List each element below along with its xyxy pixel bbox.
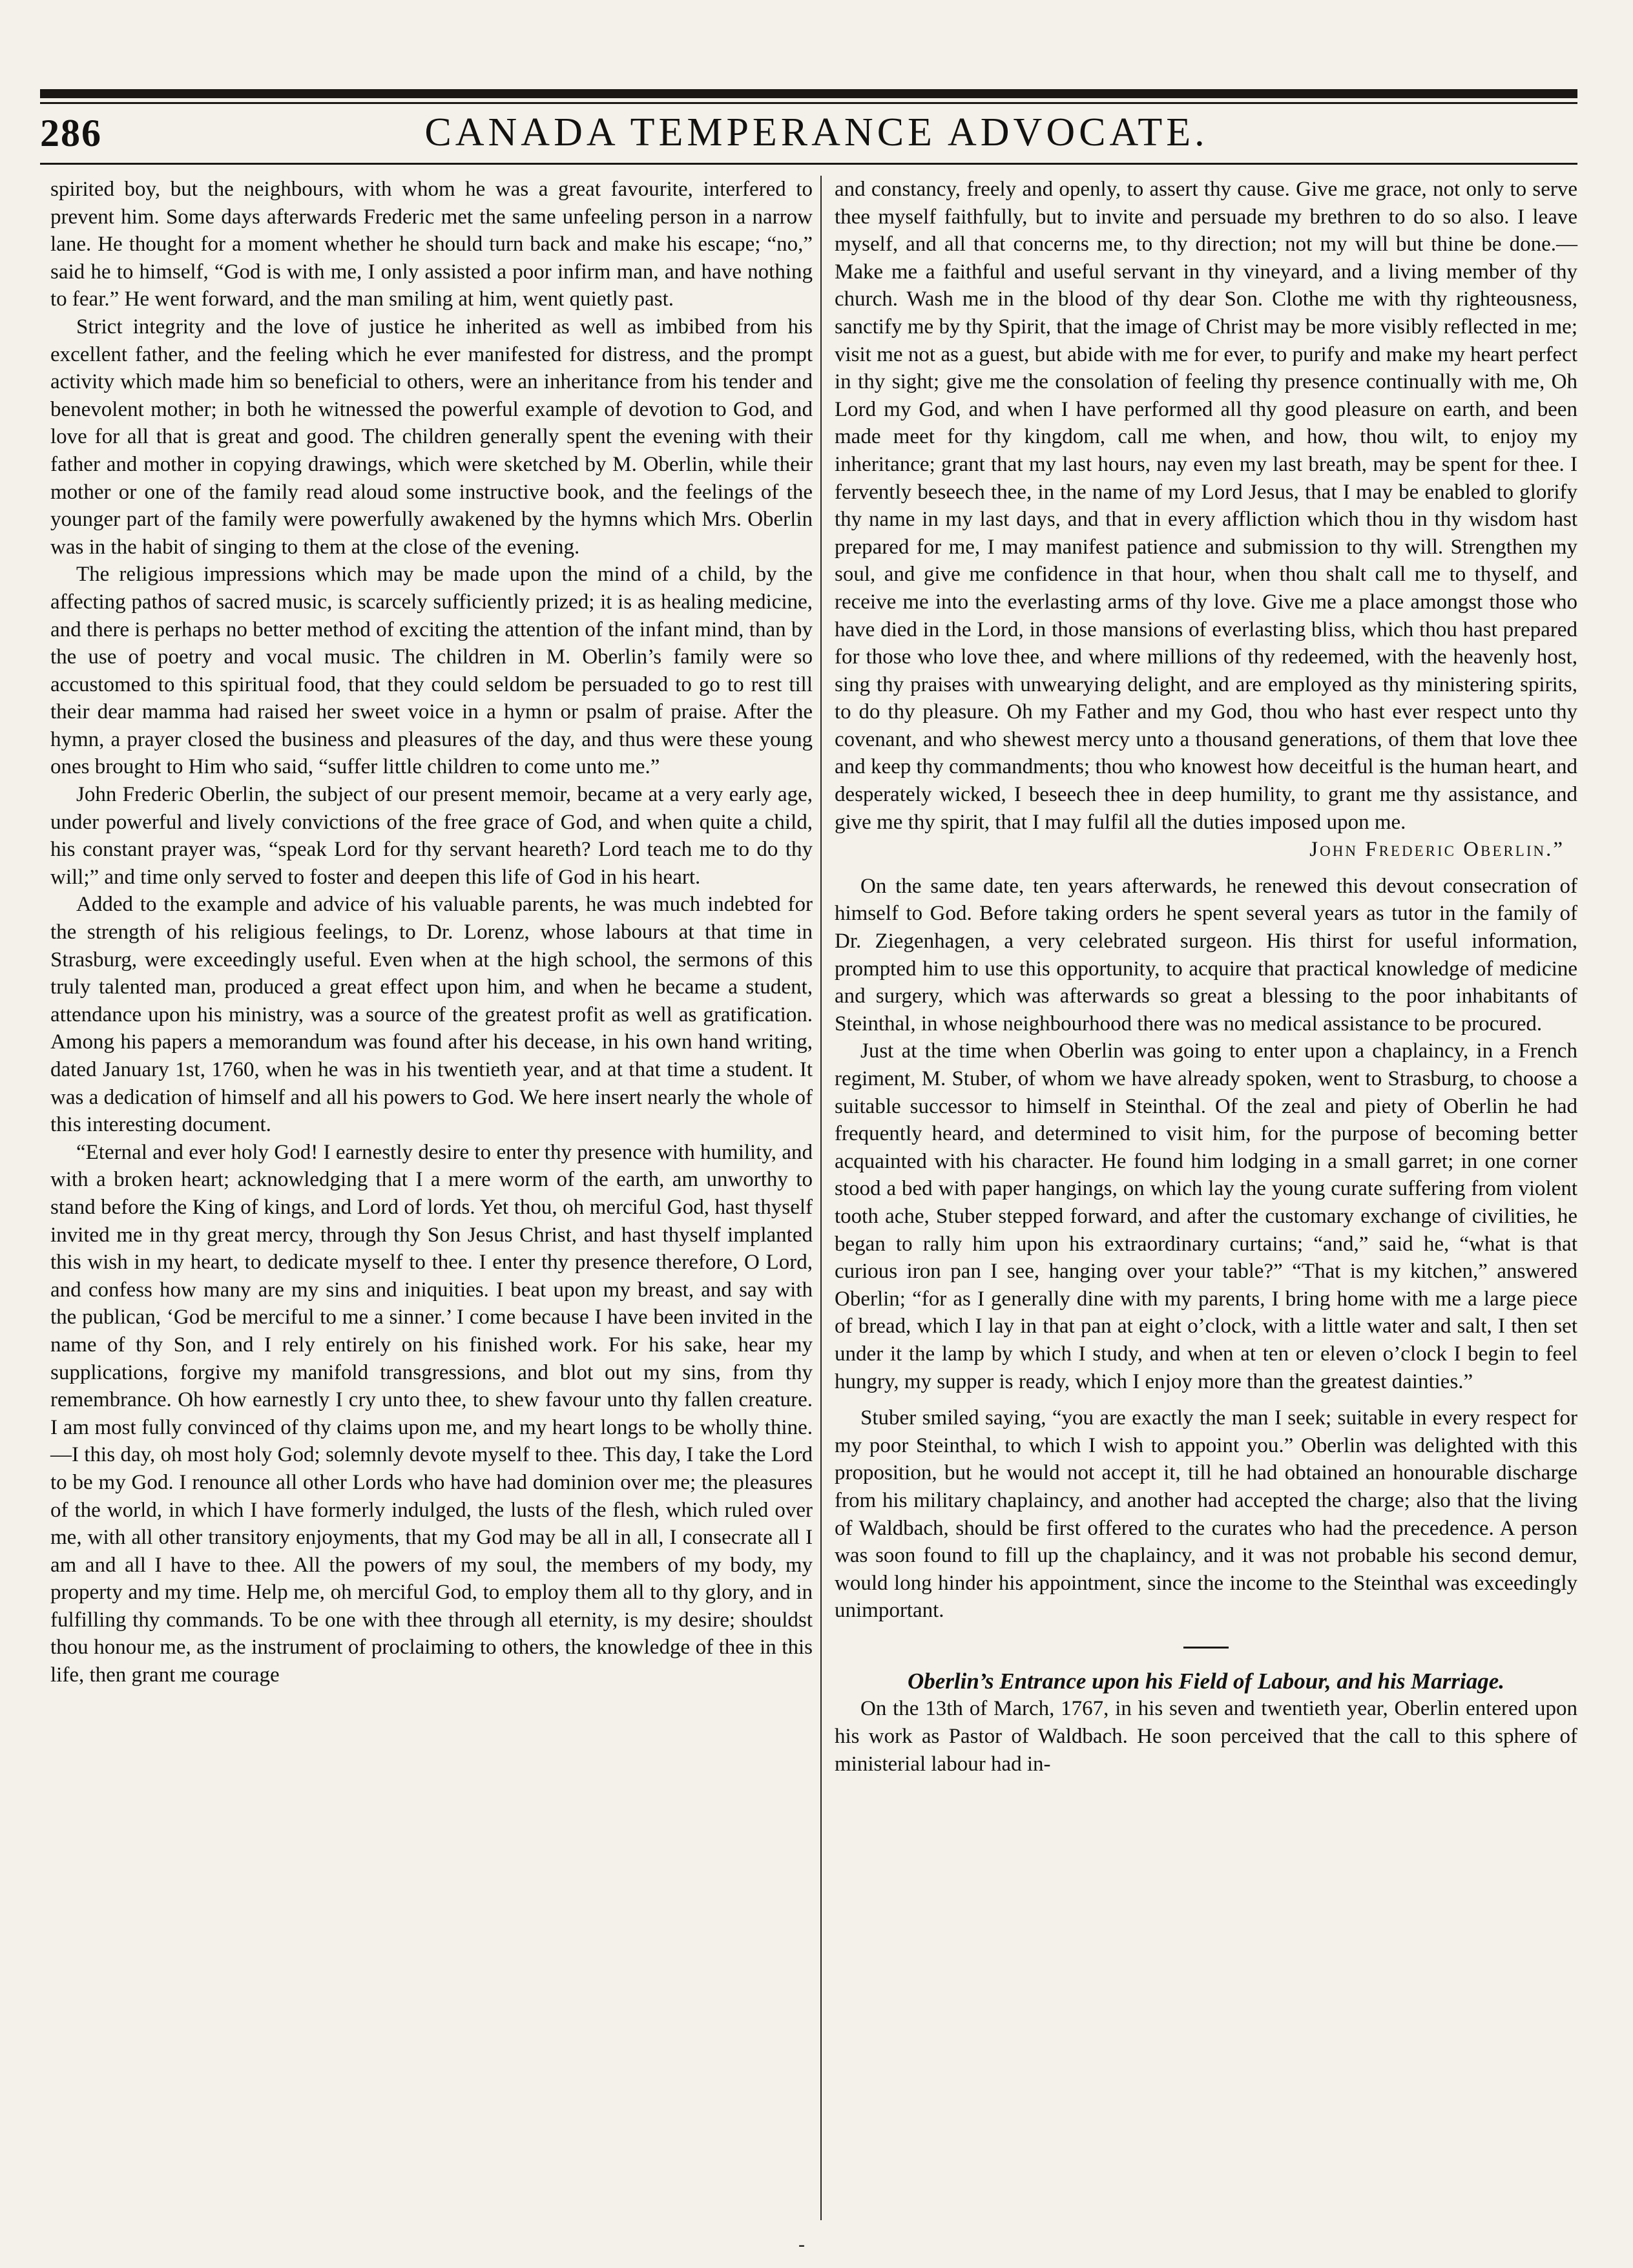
paragraph: John Frederic Oberlin, the subject of our present memoir, became at a very early age, under powerful and lively convictions of the free grace of God, and when quite a child, his constant prayer was, “speak Lord for thy servant heareth? Lord teach me to do thy will;” and time only served to foster and deepen this life of God in his heart. xyxy=(50,783,813,889)
paragraph: Strict integrity and the love of justice he inherited as well as imbibed from his excellent father, and the feeling which he ever manifested for distress, and the prompt activity which made him so beneficial to others, were an inheritance from his tender and benevolent mother; in both he witnessed the powerful example of devotion to God, and love for all that is great and good. The children generally spent the evening with their father and mother in copying drawings, which were sketched by M. Oberlin, while their mother or one of the family read aloud some instructive book, and the feelings of the younger part of the family were powerfully awakened by the hymns which Mrs. Oberlin was in the habit of singing to them at the close of the evening. xyxy=(50,315,813,559)
paragraph: Added to the example and advice of his valuable parents, he was much indebted for the strength of his religious feelings, to Dr. Lorenz, whose labours at that time in Strasburg, were exceedingly useful. Even when at the high school, the sermons of this truly talented man, produced a great effect upon him, and when he became a student, attendance upon his ministry, was a source of the greatest profit as well as gratification. Among his papers a memorandum was found after his decease, in his own hand writing, dated January 1st, 1760, when he was in his twentieth year, and at that time a student. It was a dedication of himself and all his powers to God. We here insert nearly the whole of this interesting document. xyxy=(50,893,813,1137)
paragraph: On the 13th of March, 1767, in his seven and twentieth year, Oberlin entered upon his work as Pastor of Waldbach. He soon perceived that the call to this sphere of ministerial labour had in- xyxy=(835,1697,1577,1776)
paragraph: Stuber smiled saying, “you are exactly the man I seek; suitable in every respect for my poor Steinthal, to which I wish to appoint you.” Oberlin was delighted with this proposition, but he would not accept it, till he had obtained an honourable discharge from his military chaplaincy, and another had accepted the charge; also that the living of Waldbach, should be first offered to the curates who had the precedence. A person was soon found to fill up the chaplaincy, and it was not probable his second demur, would long hinder his appointment, since the income to the Steinthal was exceedingly unimportant. xyxy=(835,1406,1577,1623)
paragraph: and constancy, freely and openly, to assert thy cause. Give me grace, not only to serve thee myself faithfully, but to invite and persuade my brethren to do so also. I leave myself, and all that concerns me, to thy direction; not my will but thine be done.—Make me a faithful and useful servant in thy vineyard, and a living member of thy church. Wash me in the blood of thy dear Son. Clothe me with thy righteousness, sanctify me by thy Spirit, that the image of Christ may be more visibly reflected in me; visit me not as a guest, but abide with me for ever, to purify and make my heart perfect in thy sight; give me the consolation of feeling thy presence continually with me, Oh Lord my God, and when I have performed all thy good pleasure on earth, and been made meet for thy kingdom, call me when, and how, thou wilt, to enjoy my inheritance; grant that my last hours, nay even my last breath, may be spent for thee. I fervently beseech thee, in the name of my Lord Jesus, that I may be enabled to glorify thy name in my last days, and that in every affliction which thou in thy wisdom hast prepared for me, I may manifest patience and submission to thy will. Strengthen my soul, and give me confidence in that hour, when thou shalt call me to thyself, and receive me into the everlasting arms of thy love. Give me a place amongst those who have died in the Lord, in those mansions of everlasting bliss, which thou hast prepared for those who love thee, and where millions of thy redeemed, with the heavenly host, sing thy praises with unwearying delight, and are employed as thy ministering spirits, to do thy pleasure. Oh my Father and my God, thou who hast ever respect unto thy covenant, and who shewest mercy unto a thousand generations, of them that love thee and keep thy commandments; thou who knowest how deceitful is the human heart, and desperately wicked, I beseech thee in deep humility, to grant me thy assistance, and give me thy spirit, that I may fulfil all the duties imposed upon me. xyxy=(835,178,1577,834)
page-number: 286 xyxy=(40,112,102,154)
section-divider xyxy=(1183,1647,1229,1649)
paragraph: Just at the time when Oberlin was going to enter upon a chaplaincy, in a French regiment, M. Stuber, of whom we have already spoken, went to Strasburg, to choose a suitable successor to himself in Steinthal. Of the zeal and piety of Oberlin he had frequently heard, and determined to visit him, for the purpose of becoming better acquainted with his character. He found him lodging in a small garret; in one corner stood a bed with paper hangings, on which lay the young curate suffering from violent tooth ache, Stuber stepped forward, and after the customary exchange of civilities, he began to rally him upon his extraordinary curtains; “and,” said he, “what is that curious iron pan I see, hanging over your table?” “That is my kitchen,” answered Oberlin; “for as I generally dine with my parents, I bring home with me a large piece of bread, which I lay in that pan at eight o’clock, with a little water and salt, I then set under it the lamp by which I study, and when at ten or eleven o’clock I begin to feel hungry, my supper is ready, which I enjoy more than the greatest dainties.” xyxy=(835,1039,1577,1393)
header-bottom-rule xyxy=(40,163,1577,165)
running-title: CANADA TEMPERANCE ADVOCATE. xyxy=(424,110,1209,154)
paragraph: The religious impressions which may be made upon the mind of a child, by the affecting pathos of sacred music, is scarcely sufficiently prized; it is as healing medicine, and there is perhaps no better method of exciting the attention of the infant mind, than by the use of poetry and vocal music. The children in M. Oberlin’s family were so accustomed to this spiritual food, that they could seldom be persuaded to go to rest till their dear mamma had raised her sweet voice in a hymn or psalm of praise. After the hymn, a prayer closed the business and pleasures of the day, and thus were these young ones brought to Him who said, “suffer little children to come unto me.” xyxy=(50,563,813,779)
header-thick-rule xyxy=(40,89,1577,98)
left-column xyxy=(50,176,813,1689)
column-divider xyxy=(820,176,822,2220)
signature: John Frederic Oberlin.” xyxy=(1309,838,1565,862)
paragraph: spirited boy, but the neighbours, with whom he was a great favourite, interfered to prevent him. Some days afterwards Frederic met the same unfeeling person in a narrow lane. He thought for a moment whether he should turn back and make his escape; “no,” said he to himself, “God is with me, I only assisted a poor infirm man, and have nothing to fear.” He went forward, and the man smiling at him, went quietly past. xyxy=(50,178,813,311)
header-thin-rule xyxy=(40,102,1577,104)
footer-mark: - xyxy=(798,2234,805,2255)
right-column xyxy=(835,176,1577,1778)
section-heading: Oberlin’s Entrance upon his Field of Labour, and his Marriage. xyxy=(907,1668,1505,1694)
paragraph: “Eternal and ever holy God! I earnestly desire to enter thy presence with humility, and with a broken heart; acknowledging that I a mere worm of the earth, am unworthy to stand before the King of kings, and Lord of lords. Yet thou, oh merciful God, hast thyself invited me in thy great mercy, through thy Son Jesus Christ, and hast thyself implanted this wish in my heart, to dedicate myself to thee. I enter thy presence therefore, O Lord, and confess how many are my sins and iniquities. I beat upon my breast, and say with the publican, ‘God be merciful to me a sinner.’ I come because I have been invited in the name of thy Son, and I rely entirely on his finished work. For his sake, hear my supplications, forgive my manifold transgressions, and blot out my sins, from thy remembrance. Oh how earnestly I cry unto thee, to shew favour unto thy fallen creature. I am most fully convinced of thy claims upon me, and my heart longs to be wholly thine.—I this day, oh most holy God; solemnly devote myself to thee. This day, I take the Lord to be my God. I renounce all other Lords who have had dominion over me; the pleasures of the world, in which I have formerly indulged, the lusts of the flesh, which ruled over me, with all other transitory enjoyments, that my God may be all in all, I consecrate all I am and all I have to thee. All the powers of my soul, the members of my body, my property and my time. Help me, oh merciful God, to employ them all to thy glory, and in fulfilling thy commands. To be one with thee through all eternity, is my desire; shouldst thou honour me, as the instrument of proclaiming to others, the knowledge of thee in this life, then grant me courage xyxy=(50,1140,813,1687)
paragraph: On the same date, ten years afterwards, he renewed this devout consecration of himself to God. Before taking orders he spent several years as tutor in the family of Dr. Ziegenhagen, a very celebrated surgeon. His thirst for useful information, prompted him to use this opportunity, to acquire that practical knowledge of medicine and surgery, which was afterwards so great a blessing to the poor inhabitants of Steinthal, in whose neighbourhood there was no medical assistance to be procured. xyxy=(835,874,1577,1035)
